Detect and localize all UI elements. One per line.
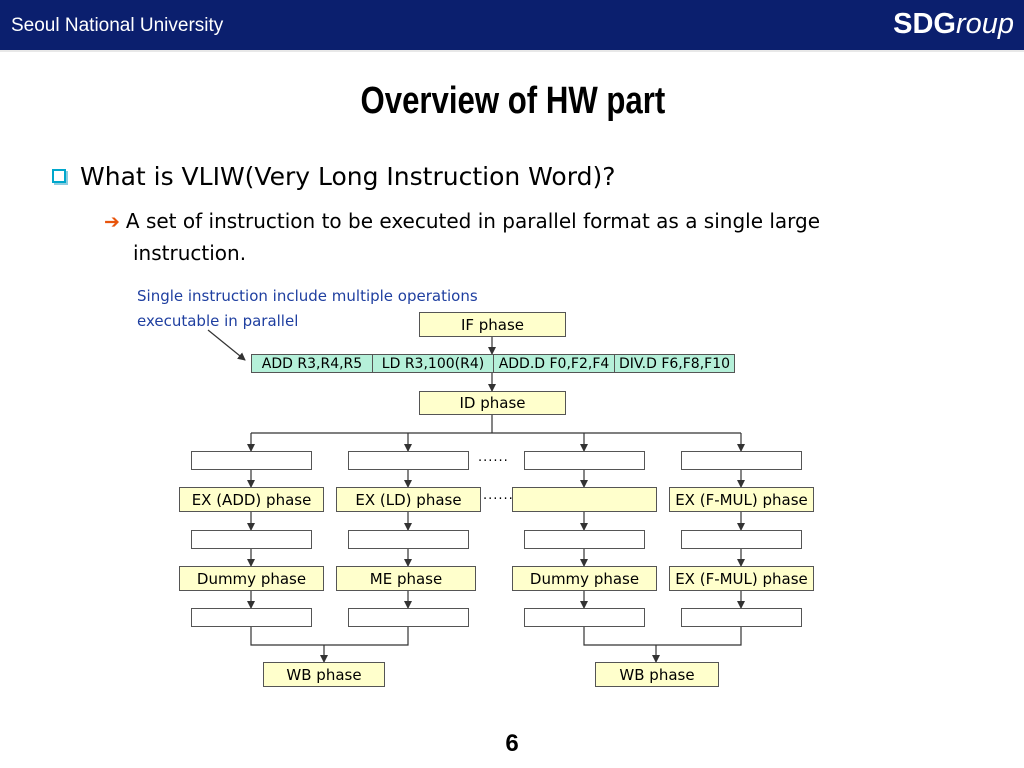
pipeline-register [191,530,312,549]
pipeline-register [348,608,469,627]
pipeline-register [681,608,802,627]
pipeline-register [191,608,312,627]
caption-line1: Single instruction include multiple operations [137,287,478,305]
instruction-op-3: ADD.D F0,F2,F4 [493,354,614,373]
wb-phase-left: WB phase [263,662,385,687]
if-phase-box: IF phase [419,312,566,337]
slide-title: Overview of HW part [360,80,666,122]
bullet-level1-text: What is VLIW(Very Long Instruction Word)? [80,162,616,191]
university-name: Seoul National University [11,15,224,36]
caption-line2: executable in parallel [137,311,299,330]
ex-phase-blank [512,487,657,512]
pipeline-register [524,608,645,627]
pipeline-register [681,451,802,470]
ellipsis-dots: ...... [478,450,509,465]
instruction-op-2: LD R3,100(R4) [372,354,493,373]
instruction-op-4: DIV.D F6,F8,F10 [614,354,735,373]
pipeline-register [524,451,645,470]
pipeline-register [348,451,469,470]
ex-phase-ld: EX (LD) phase [336,487,481,512]
logo-italic-part: roup [955,8,1014,40]
id-phase-box: ID phase [419,391,566,415]
pipeline-register [681,530,802,549]
ellipsis-dots: ...... [483,488,514,503]
pipeline-register [191,451,312,470]
page-number: 6 [505,730,519,757]
me-phase-col2: ME phase [336,566,476,591]
dummy-phase-col1: Dummy phase [179,566,324,591]
bullet-level2-line2: instruction. [133,241,247,265]
logo-bold-part: SDG [893,8,956,40]
wb-phase-right: WB phase [595,662,719,687]
pipeline-register [524,530,645,549]
dummy-phase-col3: Dummy phase [512,566,657,591]
ex-phase-add: EX (ADD) phase [179,487,324,512]
ex-phase-fmul: EX (F-MUL) phase [669,487,814,512]
arrow-right-icon: ➔ [104,211,120,233]
bullet-level2-line1: A set of instruction to be executed in parallel format as a single large [125,209,821,233]
pipeline-register [348,530,469,549]
instruction-op-1: ADD R3,R4,R5 [251,354,372,373]
ex-fmul-phase-col4: EX (F-MUL) phase [669,566,814,591]
